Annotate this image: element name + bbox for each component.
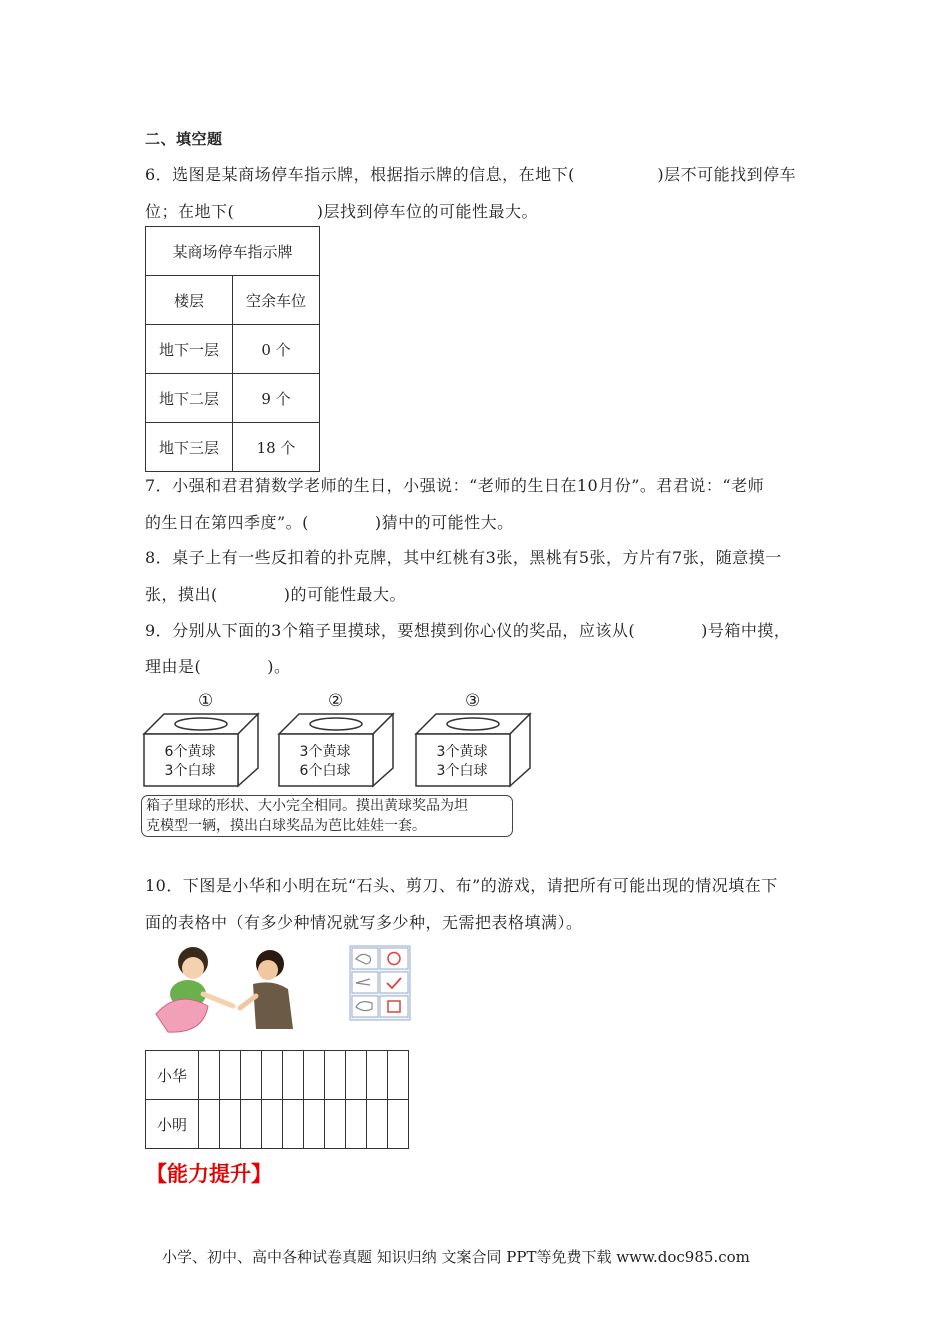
answer-cell[interactable] bbox=[283, 1100, 304, 1149]
answer-cell[interactable] bbox=[241, 1100, 262, 1149]
box-number-2: ② bbox=[328, 691, 344, 711]
q10-line2: 面的表格中（有多少种情况就写多少种，无需把表格填满）。 bbox=[145, 913, 583, 932]
box-2-white: 6个白球 bbox=[299, 763, 351, 779]
spaces-cell: 18 个 bbox=[233, 423, 320, 472]
q8-line2: 张，摸出( )的可能性最大。 bbox=[145, 585, 406, 604]
q6-line2: 位；在地下( )层找到停车位的可能性最大。 bbox=[145, 202, 538, 221]
row-label-xiaohua: 小华 bbox=[146, 1051, 199, 1100]
box-3-white: 3个白球 bbox=[436, 763, 488, 779]
answer-cell[interactable] bbox=[367, 1100, 388, 1149]
box-number-3: ③ bbox=[465, 691, 481, 711]
row-label-xiaoming: 小明 bbox=[146, 1100, 199, 1149]
answer-cell[interactable] bbox=[262, 1051, 283, 1100]
answer-cell[interactable] bbox=[325, 1051, 346, 1100]
answer-cell[interactable] bbox=[220, 1051, 241, 1100]
q7-line2: 的生日在第四季度”。( )猜中的可能性大。 bbox=[145, 513, 514, 532]
box-2-yellow: 3个黄球 bbox=[299, 744, 351, 760]
kids-playing-illustration bbox=[148, 944, 328, 1039]
answer-cell[interactable] bbox=[241, 1051, 262, 1100]
q6-line1: 6．选图是某商场停车指示牌，根据指示牌的信息，在地下( )层不可能找到停车 bbox=[145, 165, 797, 184]
answer-cell[interactable] bbox=[199, 1051, 220, 1100]
box-number-1: ① bbox=[198, 691, 214, 711]
ability-heading: 【能力提升】 bbox=[146, 1162, 272, 1186]
answer-cell[interactable] bbox=[388, 1051, 409, 1100]
gesture-legend bbox=[349, 945, 411, 1021]
q7-line1: 7．小强和君君猜数学老师的生日，小强说：“老师的生日在10月份”。君君说：“老师 bbox=[145, 476, 765, 495]
box-3-yellow: 3个黄球 bbox=[436, 744, 488, 760]
answer-cell[interactable] bbox=[199, 1100, 220, 1149]
answer-cell[interactable] bbox=[346, 1051, 367, 1100]
q10-line1: 10．下图是小华和小明在玩“石头、剪刀、布”的游戏，请把所有可能出现的情况填在下 bbox=[145, 876, 778, 895]
q8-line1: 8．桌子上有一些反扣着的扑克牌，其中红桃有3张，黑桃有5张，方片有7张，随意摸一 bbox=[145, 548, 782, 567]
rps-results-table bbox=[145, 1050, 409, 1149]
q9-line2: 理由是( )。 bbox=[145, 657, 291, 676]
floor-cell: 地下二层 bbox=[146, 374, 233, 423]
answer-cell[interactable] bbox=[220, 1100, 241, 1149]
answer-cell[interactable] bbox=[304, 1100, 325, 1149]
answer-cell[interactable] bbox=[367, 1051, 388, 1100]
header-spaces: 空余车位 bbox=[233, 276, 320, 325]
footer-text: 小学、初中、高中各种试卷真题 知识归纳 文案合同 PPT等免费下载 www.doc985.com bbox=[162, 1248, 750, 1266]
answer-cell[interactable] bbox=[388, 1100, 409, 1149]
answer-cell[interactable] bbox=[304, 1051, 325, 1100]
answer-cell[interactable] bbox=[346, 1100, 367, 1149]
answer-cell[interactable] bbox=[262, 1100, 283, 1149]
answer-cell[interactable] bbox=[325, 1100, 346, 1149]
spaces-cell: 0 个 bbox=[233, 325, 320, 374]
parking-sign-table bbox=[145, 226, 320, 472]
section-title: 二、填空题 bbox=[145, 130, 223, 148]
answer-cell[interactable] bbox=[283, 1051, 304, 1100]
parking-table-title: 某商场停车指示牌 bbox=[146, 227, 320, 276]
floor-cell: 地下三层 bbox=[146, 423, 233, 472]
box-1-white: 3个白球 bbox=[164, 763, 216, 779]
note-line1: 箱子里球的形状、大小完全相同。摸出黄球奖品为坦 bbox=[146, 798, 468, 814]
prize-note bbox=[141, 795, 513, 837]
box-1-yellow: 6个黄球 bbox=[164, 744, 216, 760]
floor-cell: 地下一层 bbox=[146, 325, 233, 374]
header-floor: 楼层 bbox=[146, 276, 233, 325]
note-line2: 克模型一辆，摸出白球奖品为芭比娃娃一套。 bbox=[146, 818, 426, 834]
spaces-cell: 9 个 bbox=[233, 374, 320, 423]
q9-line1: 9．分别从下面的3个箱子里摸球，要想摸到你心仪的奖品，应该从( )号箱中摸， bbox=[145, 621, 791, 640]
ball-boxes bbox=[141, 692, 541, 792]
